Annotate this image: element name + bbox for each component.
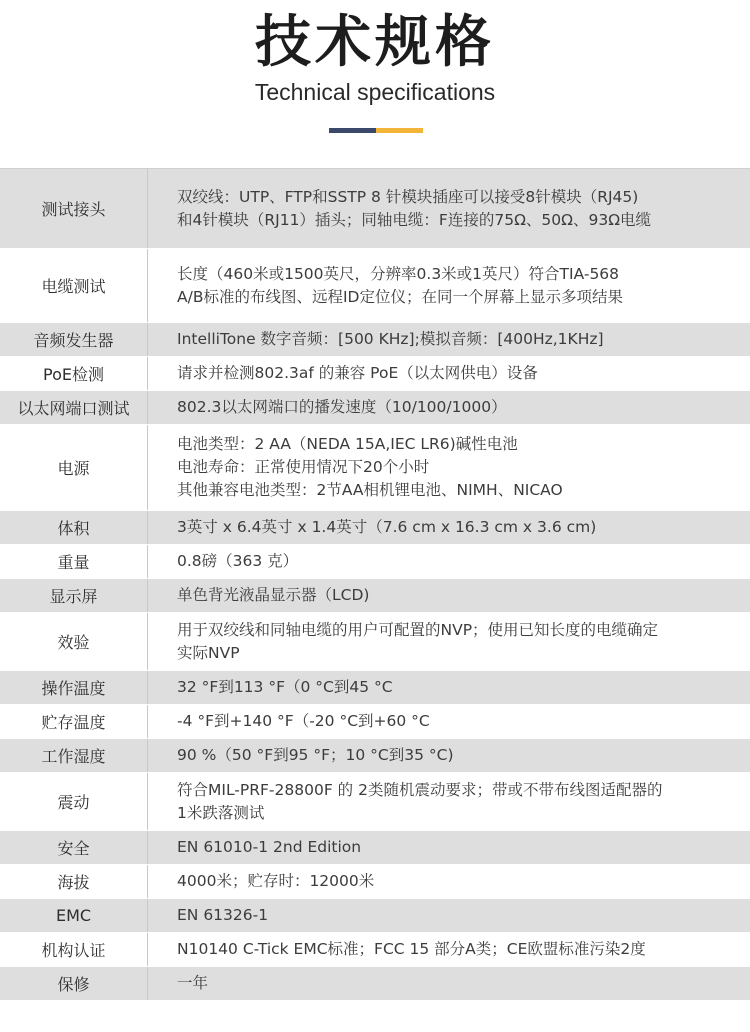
spec-value xyxy=(148,613,750,670)
spec-label: 电缆测试 xyxy=(0,249,148,322)
spec-row xyxy=(0,899,750,933)
spec-label: 测试接头 xyxy=(0,169,148,248)
spec-row xyxy=(0,671,750,705)
spec-value-line: 单色背光液晶显示器（LCD) xyxy=(177,586,370,604)
spec-row xyxy=(0,739,750,773)
spec-value xyxy=(148,249,750,322)
spec-value xyxy=(148,357,750,390)
spec-value-line: 3英寸 x 6.4英寸 x 1.4英寸（7.6 cm x 16.3 cm x 3.6 cm) xyxy=(177,518,597,536)
page-header xyxy=(0,0,750,168)
spec-row xyxy=(0,967,750,1001)
spec-label: 机构认证 xyxy=(0,933,148,966)
spec-value-line: 电池寿命：正常使用情况下20个小时 xyxy=(177,458,430,476)
spec-label: 贮存温度 xyxy=(0,705,148,738)
spec-row xyxy=(0,511,750,545)
spec-label: PoE检测 xyxy=(0,357,148,390)
spec-value-line: 长度（460米或1500英尺，分辨率0.3米或1英尺）符合TIA-568 xyxy=(177,264,620,283)
spec-row xyxy=(0,933,750,967)
spec-value xyxy=(148,545,750,578)
spec-value xyxy=(148,933,750,966)
spec-label: 电源 xyxy=(0,425,148,510)
spec-value-line: 90 %（50 °F到95 °F；10 °C到35 °C) xyxy=(177,746,454,764)
spec-row xyxy=(0,169,750,249)
spec-value xyxy=(148,967,750,1000)
spec-row xyxy=(0,579,750,613)
spec-label: 安全 xyxy=(0,831,148,864)
spec-label: 震动 xyxy=(0,773,148,830)
spec-value-line: 和4针模块（RJ11）插头；同轴电缆：F连接的75Ω、50Ω、93Ω电缆 xyxy=(177,210,652,229)
spec-row xyxy=(0,705,750,739)
spec-value xyxy=(148,671,750,704)
spec-value-line: 32 °F到113 °F（0 °C到45 °C xyxy=(177,678,393,696)
spec-value-line: 4000米；贮存时：12000米 xyxy=(177,872,375,890)
spec-row xyxy=(0,831,750,865)
spec-label: EMC xyxy=(0,899,148,932)
spec-row xyxy=(0,391,750,425)
spec-value xyxy=(148,739,750,772)
spec-value-line: 电池类型：2 AA（NEDA 15A,IEC LR6)碱性电池 xyxy=(177,435,518,453)
spec-value-line: 符合MIL-PRF-28800F 的 2类随机震动要求；带或不带布线图适配器的 xyxy=(177,780,663,799)
spec-value xyxy=(148,865,750,898)
spec-row xyxy=(0,613,750,671)
spec-value xyxy=(148,705,750,738)
spec-value-line: N10140 C-Tick EMC标准；FCC 15 部分A类；CE欧盟标准污染2度 xyxy=(177,940,646,958)
spec-label: 以太网端口测试 xyxy=(0,391,148,424)
spec-row xyxy=(0,323,750,357)
spec-value xyxy=(148,579,750,612)
page-title: 技术规格 xyxy=(255,10,495,75)
spec-value xyxy=(148,169,750,248)
spec-table xyxy=(0,168,750,1001)
spec-label: 显示屏 xyxy=(0,579,148,612)
spec-label: 体积 xyxy=(0,511,148,544)
spec-value-line: 其他兼容电池类型：2节AA相机锂电池、NIMH、NICAO xyxy=(177,481,563,499)
spec-row xyxy=(0,425,750,511)
spec-value-line: IntelliTone 数字音频：[500 KHz];模拟音频：[400Hz,1KHz] xyxy=(177,330,604,348)
spec-label: 效验 xyxy=(0,613,148,670)
spec-value xyxy=(148,323,750,356)
spec-value xyxy=(148,831,750,864)
spec-label: 重量 xyxy=(0,545,148,578)
spec-value-line: 1米跌落测试 xyxy=(177,803,265,822)
spec-value-line: 0.8磅（363 克） xyxy=(177,552,299,570)
spec-row xyxy=(0,249,750,323)
spec-row xyxy=(0,545,750,579)
spec-value-line: -4 °F到+140 °F（-20 °C到+60 °C xyxy=(177,712,430,730)
spec-label: 保修 xyxy=(0,967,148,1000)
accent-divider-dark xyxy=(329,128,376,133)
spec-row xyxy=(0,773,750,831)
spec-value-line: 请求并检测802.3af 的兼容 PoE（以太网供电）设备 xyxy=(177,364,538,382)
spec-row xyxy=(0,865,750,899)
accent-divider-yellow xyxy=(376,128,423,133)
spec-value-line: 802.3以太网端口的播发速度（10/100/1000） xyxy=(177,398,507,416)
spec-value xyxy=(148,425,750,510)
spec-value-line: 实际NVP xyxy=(177,643,240,662)
spec-value-line: 一年 xyxy=(177,974,209,992)
spec-label: 海拔 xyxy=(0,865,148,898)
spec-label: 音频发生器 xyxy=(0,323,148,356)
page-subtitle: Technical specifications xyxy=(254,79,496,105)
spec-value xyxy=(148,899,750,932)
spec-value xyxy=(148,511,750,544)
spec-value-line: A/B标准的布线图、远程ID定位仪；在同一个屏幕上显示多项结果 xyxy=(177,287,623,306)
spec-label: 操作温度 xyxy=(0,671,148,704)
spec-label: 工作湿度 xyxy=(0,739,148,772)
spec-value-line: 用于双绞线和同轴电缆的用户可配置的NVP；使用已知长度的电缆确定 xyxy=(177,620,659,639)
spec-value-line: 双绞线：UTP、FTP和SSTP 8 针模块插座可以接受8针模块（RJ45) xyxy=(177,187,639,206)
spec-value-line: EN 61010-1 2nd Edition xyxy=(177,838,362,856)
spec-value xyxy=(148,773,750,830)
spec-value-line: EN 61326-1 xyxy=(177,906,269,924)
accent-divider xyxy=(329,128,423,133)
spec-row xyxy=(0,357,750,391)
spec-value xyxy=(148,391,750,424)
